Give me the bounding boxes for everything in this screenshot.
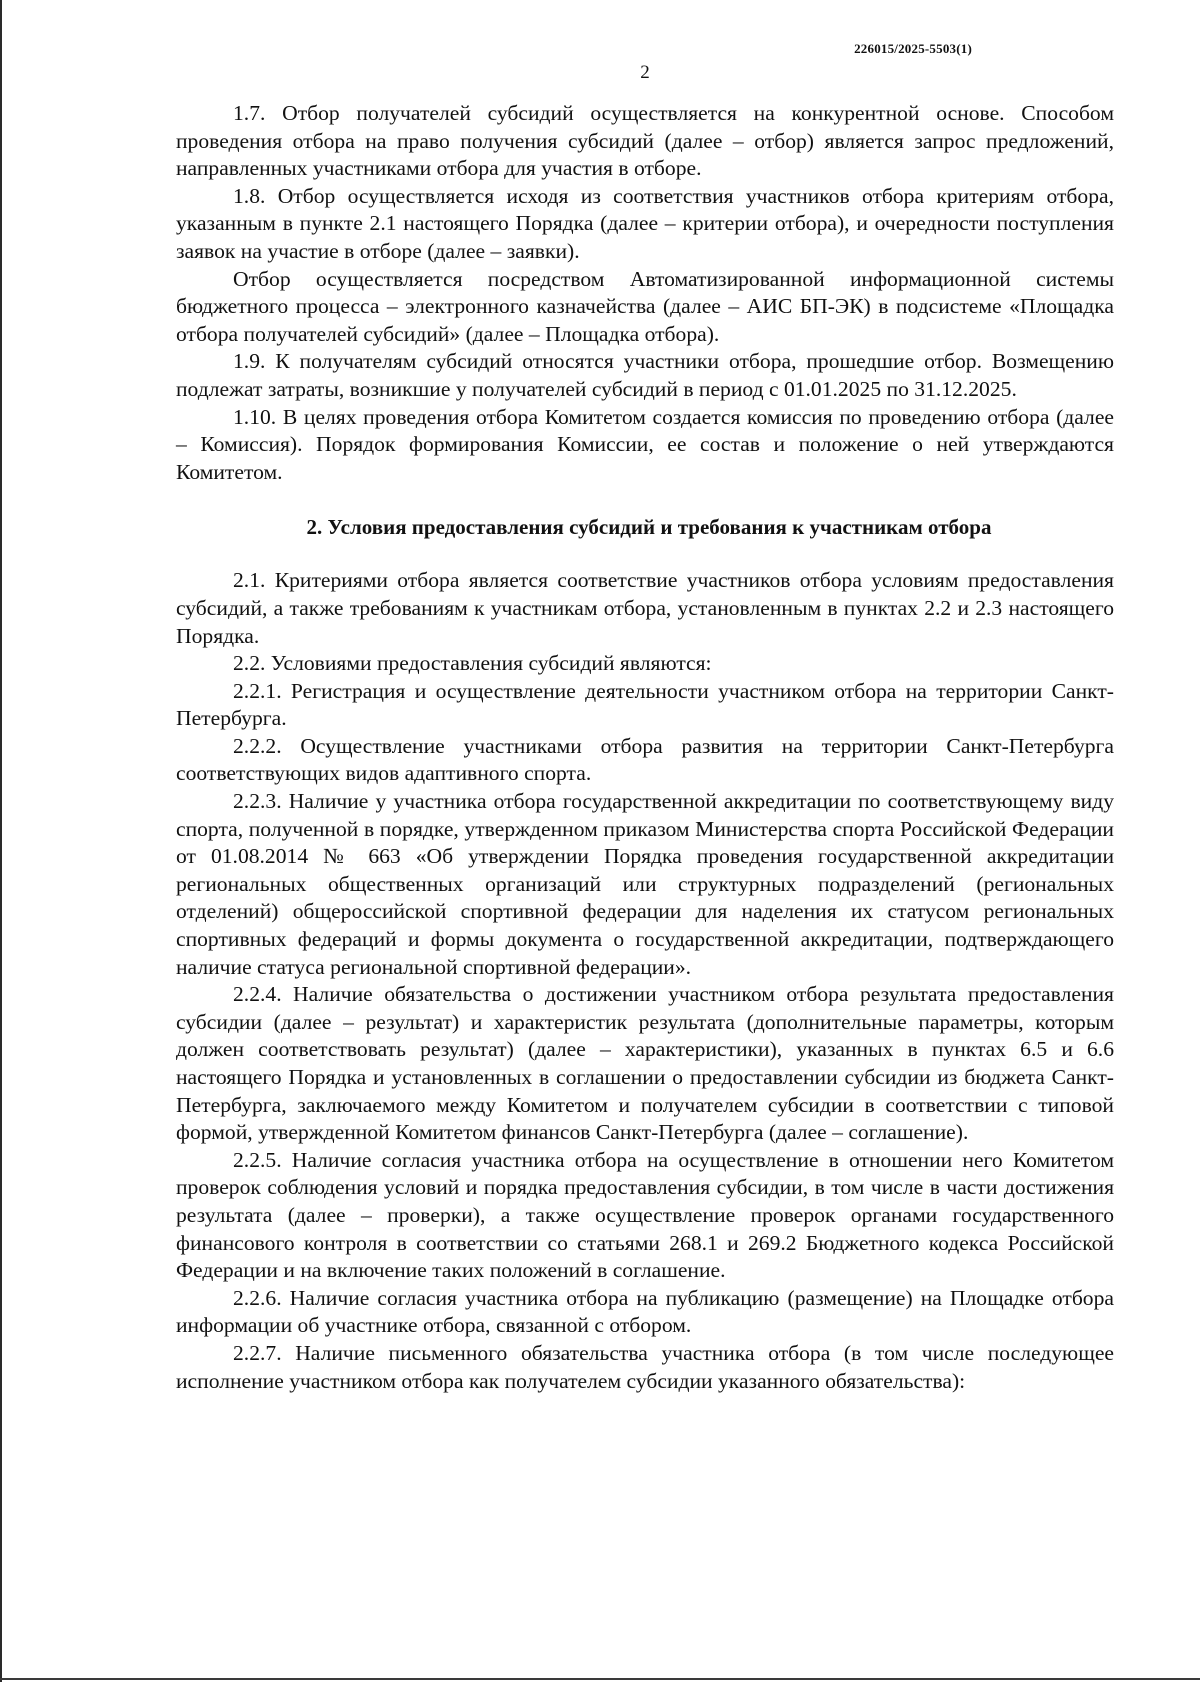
document-body [176,100,1114,1395]
paragraph-1-8: 1.8. Отбор осуществляется исходя из соответствия участников отбора критериям отбора, указанным в пункте 2.1 настоящего Порядка (далее – критерии отбора), и очередности поступления заявок на участие в отборе (далее – заявки). [176,183,1114,263]
paragraph-2-2-2: 2.2.2. Осуществление участниками отбора развития на территории Санкт-Петербурга соответствующих видов адаптивного спорта. [176,733,1114,786]
scan-edge-bottom [0,1678,1200,1680]
document-number: 226015/2025-5503(1) [854,41,972,56]
paragraph-2-2-5: 2.2.5. Наличие согласия участника отбора на осуществление в отношении него Комитетом проверок соблюдения условий и порядка предоставления субсидии, в том числе в части достижения результата (далее – проверки), а также осуществление проверок органами государственного финансового контроля в соответствии со статьями 268.1 и 269.2 Бюджетного кодекса Российской Федерации и на включение таких положений в соглашение. [176,1147,1114,1283]
paragraph-1-8-continued: Отбор осуществляется посредством Автоматизированной информационной системы бюджетного процесса – электронного казначейства (далее – АИС БП-ЭК) в подсистеме «Площадка отбора получателей субсидий» (далее – Площадка отбора). [176,266,1114,346]
scan-edge-left [0,0,2,1682]
paragraph-2-1: 2.1. Критериями отбора является соответствие участников отбора условиям предоставления субсидий, а также требованиям к участникам отбора, установленным в пунктах 2.2 и 2.3 настоящего Порядка. [176,568,1114,648]
paragraph-2-2-6: 2.2.6. Наличие согласия участника отбора на публикацию (размещение) на Площадке отбора информации об участнике отбора, связанной с отбором. [176,1285,1114,1338]
paragraph-2-2-4: 2.2.4. Наличие обязательства о достижении участником отбора результата предоставления субсидии (далее – результат) и характеристик результата (дополнительные параметры, которым должен соответствовать результат) (далее – характеристики), указанных в пунктах 6.5 и 6.6 настоящего Порядка и установленных в соглашении о предоставлении субсидии из бюджета Санкт-Петербурга, заключаемого между Комитетом и получателем субсидии в соответствии с типовой формой, утвержденной Комитетом финансов Санкт-Петербурга (далее – соглашение). [176,982,1114,1145]
paragraph-1-10: 1.10. В целях проведения отбора Комитетом создается комиссия по проведению отбора (далее – Комиссия). Порядок формирования Комиссии, ее состав и положение о ней утверждаются Комитетом. [176,404,1114,484]
paragraph-1-7: 1.7. Отбор получателей субсидий осуществляется на конкурентной основе. Способом проведения отбора на право получения субсидий (далее – отбор) является запрос предложений, направленных участниками отбора для участия в отборе. [176,101,1114,181]
paragraph-2-2-7: 2.2.7. Наличие письменного обязательства участника отбора (в том числе последующее исполнение участником отбора как получателем субсидии указанного обязательства): [176,1340,1114,1393]
paragraph-2-2-3: 2.2.3. Наличие у участника отбора государственной аккредитации по соответствующему виду спорта, полученной в порядке, утвержденном приказом Министерства спорта Российской Федерации от 01.08.2014 № 663 «Об утверждении Порядка проведения государственной аккредитации региональных общественных организаций или структурных подразделений (региональных отделений) общероссийской спортивной федерации для наделения их статусом региональных спортивных федераций и формы документа о государственной аккредитации, подтверждающего наличие статуса региональной спортивной федерации». [176,789,1114,979]
page-number: 2 [640,62,650,83]
paragraph-2-2-1: 2.2.1. Регистрация и осуществление деятельности участником отбора на территории Санкт-Петербурга. [176,678,1114,731]
paragraph-2-2: 2.2. Условиями предоставления субсидий являются: [233,651,712,676]
paragraph-1-9: 1.9. К получателям субсидий относятся участники отбора, прошедшие отбор. Возмещению подлежат затраты, возникшие у получателей субсидий в период с 01.01.2025 по 31.12.2025. [176,349,1114,401]
section-heading: 2. Условия предоставления субсидий и требования к участникам отбора [306,515,992,540]
